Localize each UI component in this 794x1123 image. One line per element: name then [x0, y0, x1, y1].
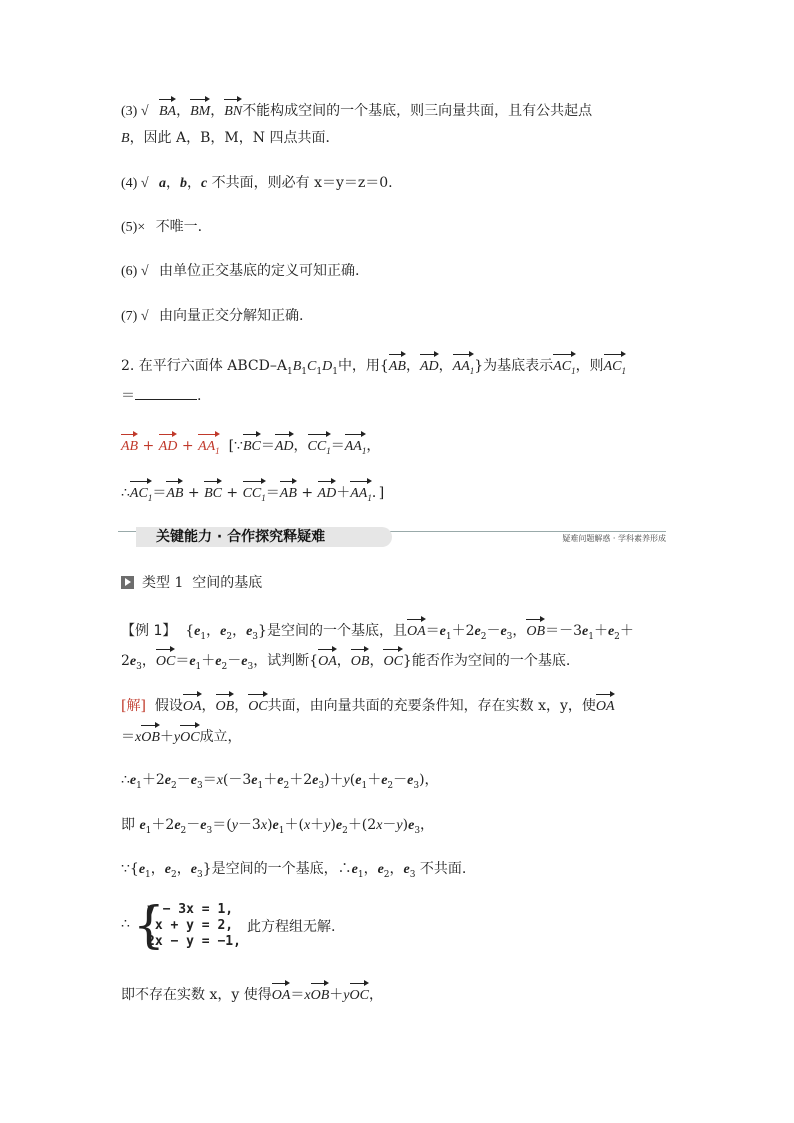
- item-7: (7) √ 由向量正交分解知正确.: [121, 308, 304, 324]
- item-3-line2: B，因此 A，B，M，N 四点共面．: [121, 130, 340, 146]
- solution-line4: 即 $e_1+2e_2-e_3=(y-3x)e_1+(x+y)e_2+(2x-y)e_3$，: [121, 817, 435, 836]
- solution-last-line: 即不存在实数 x，y 使得OA＝xOB＋yOC，: [121, 981, 383, 1006]
- equations: y − 3x = 1, x + y = 2, 2x − y = −1,: [147, 902, 241, 949]
- item-4: (4) √ a，b，c 不共面，则必有 x＝y＝z＝0.: [121, 175, 393, 191]
- example-line1: 【例 1】 {$e_1$，$e_2$，$e_3$}是空间的一个基底，且$OA=e_1+2e_2-e_3$，$OB=-3e_1+e_2+$: [121, 617, 634, 647]
- play-triangle-icon: [121, 576, 134, 589]
- question-2-line1: 2. 在平行六面体 ABCD–$A_1B_1C_1D_1$中，用{AB，AD，$AA_1$}为基底表示$AC_1$，则$AC_1$: [121, 352, 626, 382]
- vec-BN: BN: [224, 97, 242, 122]
- answer-line2: $\therefore AC_1=AB$ + BC + $CC_1=AB + AD+AA_1$．]: [121, 479, 384, 508]
- answer-red: AB + AD + $AA_1$: [121, 438, 220, 454]
- solution-line2: ＝xOB＋yOC成立，: [121, 723, 242, 748]
- solution-line1: [解] 假设OA，OB，OC共面，由向量共面的充要条件知，存在实数 x，y，使OA: [121, 692, 615, 717]
- section-title: 关键能力 · 合作探究释疑难: [136, 527, 392, 547]
- section-header: [118, 527, 666, 547]
- answer-blank: [135, 385, 197, 400]
- item-5: (5)× 不唯一.: [121, 219, 203, 235]
- item-3-line1: (3) √ BA，BM，BN不能构成空间的一个基底，则三向量共面，且有公共起点: [121, 97, 592, 122]
- vec-BM: BM: [190, 97, 210, 122]
- type-heading: 类型 1 空间的基底: [121, 573, 262, 593]
- vec-BA: BA: [159, 97, 176, 122]
- solution-line3: $\therefore e_1+2e_2-e_3=x(-3e_1+e_2+2e_3)+y(e_1+e_2-e_3)$，: [121, 772, 439, 791]
- item-6: (6) √ 由单位正交基底的定义可知正确.: [121, 263, 360, 279]
- example-line2: $2e_3$，$OC=e_1+e_2-e_3$，试判断{OA，OB，OC}能否作为空间的一个基底.: [121, 647, 570, 677]
- solution-line5: $\because\{e_1$，$e_2$，$e_3$}是空间的一个基底，$\therefore e_1$，$e_2$，$e_3$ 不共面.: [121, 861, 467, 880]
- section-subtitle: 疑难问题解惑 · 学科素养形成: [562, 534, 666, 543]
- answer-line1: AB + AD + $AA_1$ [∵BC＝AD，$CC_1=AA_1$，: [121, 432, 380, 461]
- question-2-line2: ＝ .: [121, 385, 201, 406]
- left-brace: {: [133, 896, 165, 954]
